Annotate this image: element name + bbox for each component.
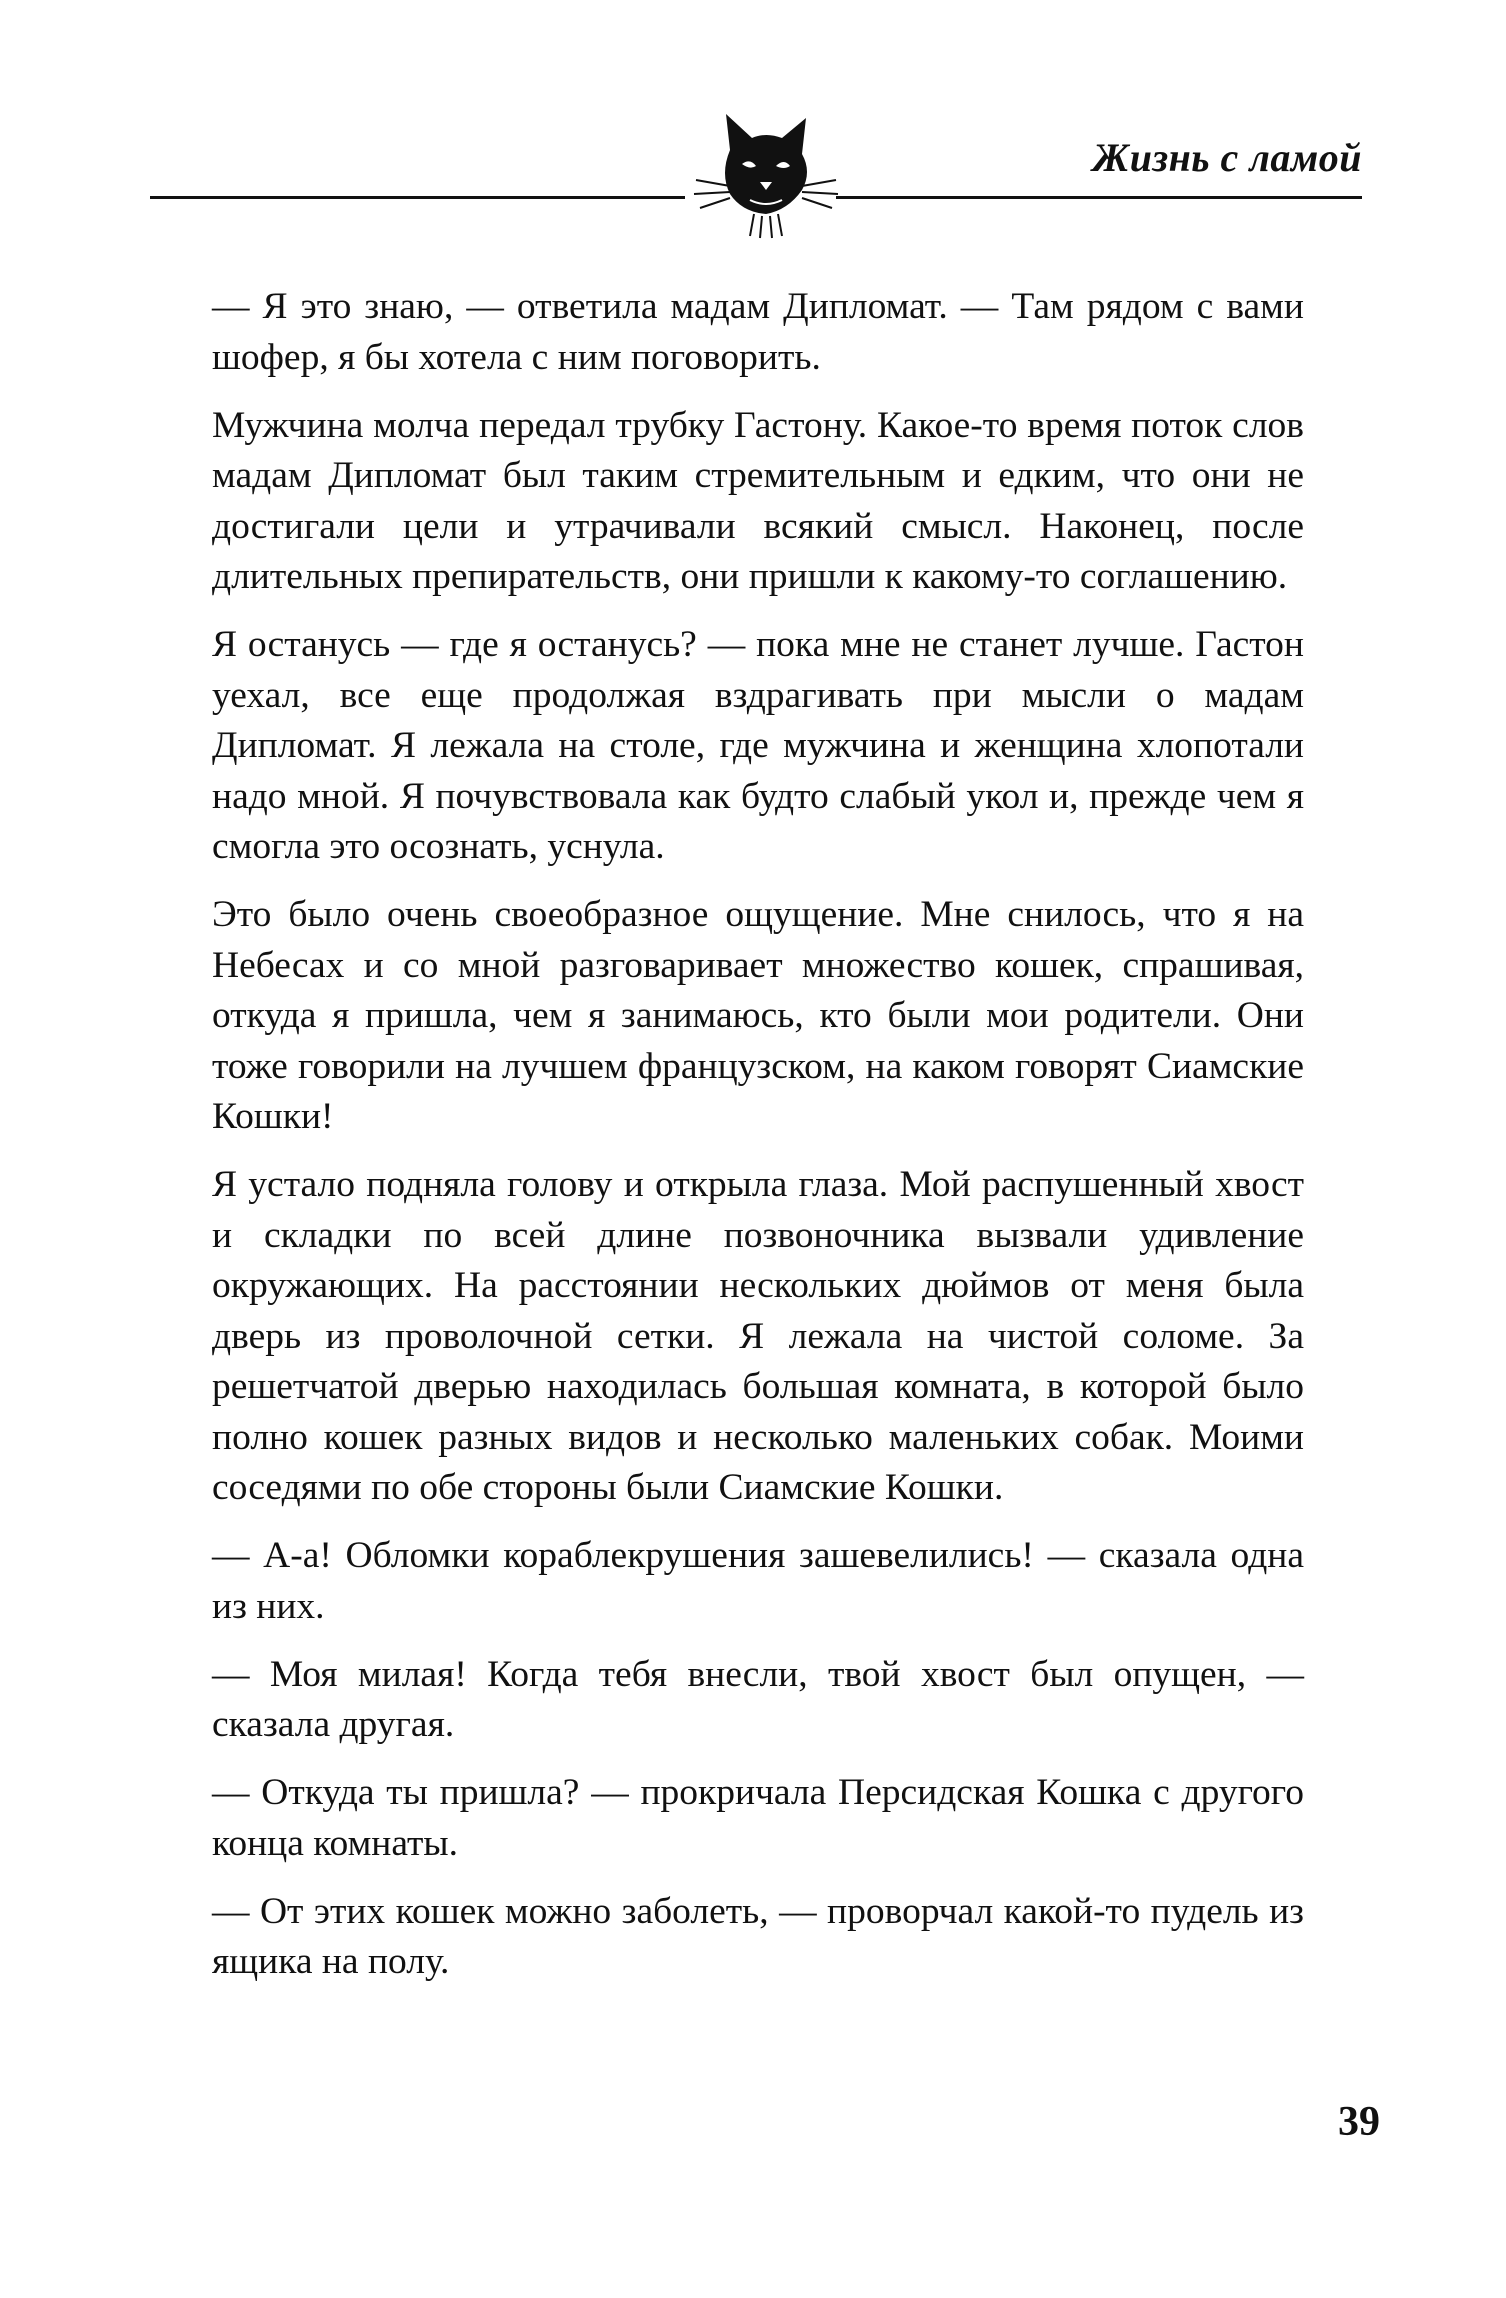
paragraph: — Моя милая! Когда тебя внесли, твой хвост был опущен, — сказала другая. [212, 1653, 1304, 1745]
running-title: Жизнь с ламой [1092, 135, 1362, 180]
cat-head-icon [690, 110, 840, 240]
paragraph: Мужчина молча передал трубку Гастону. Какое-то время поток слов мадам Дипломат был таким стремительным и едким, что они не достигали цели и утрачивали всякий смысл. Наконец, после длительных препирательств, они пришли к какому-то соглашению. [212, 404, 1304, 597]
header-rule-left [150, 196, 685, 199]
page-header [150, 110, 1362, 250]
paragraph: Я останусь — где я останусь? — пока мне не станет лучше. Гастон уехал, все еще продолжая вздрагивать при мысли о мадам Дипломат. Я лежала на столе, где мужчина и женщина хлопотали надо мной. Я почувствовала как будто слабый укол и, прежде чем я смогла это осознать, уснула. [212, 624, 1304, 867]
paragraph: — От этих кошек можно заболеть, — проворчал какой-то пудель из ящика на полу. [212, 1890, 1304, 1982]
paragraph: Это было очень своеобразное ощущение. Мне снилось, что я на Небесах и со мной разговаривает множество кошек, спрашивая, откуда я пришла, чем я занимаюсь, кто были мои родители. Они тоже говорили на лучшем французском, на каком говорят Сиамские Кошки! [212, 894, 1304, 1137]
page-number: 39 [1338, 2099, 1380, 2145]
body-text [212, 282, 1304, 2005]
paragraph: — Откуда ты пришла? — прокричала Персидская Кошка с другого конца комнаты. [212, 1772, 1304, 1864]
header-rule-right [836, 196, 1362, 199]
paragraph: Я устало подняла голову и открыла глаза. Мой распушенный хвост и складки по всей длине позвоночника вызвали удивление окружающих. На расстоянии нескольких дюймов от меня была дверь из проволочной сетки. Я лежала на чистой соломе. За решетчатой дверью находилась большая комната, в которой было полно кошек разных видов и несколько маленьких собак. Моими соседями по обе стороны были Сиамские Кошки. [212, 1164, 1304, 1508]
paragraph: — Я это знаю, — ответила мадам Дипломат. — Там рядом с вами шофер, я бы хотела с ним поговорить. [212, 286, 1304, 378]
paragraph: — А-а! Обломки кораблекрушения зашевелились! — сказала одна из них. [212, 1535, 1304, 1627]
